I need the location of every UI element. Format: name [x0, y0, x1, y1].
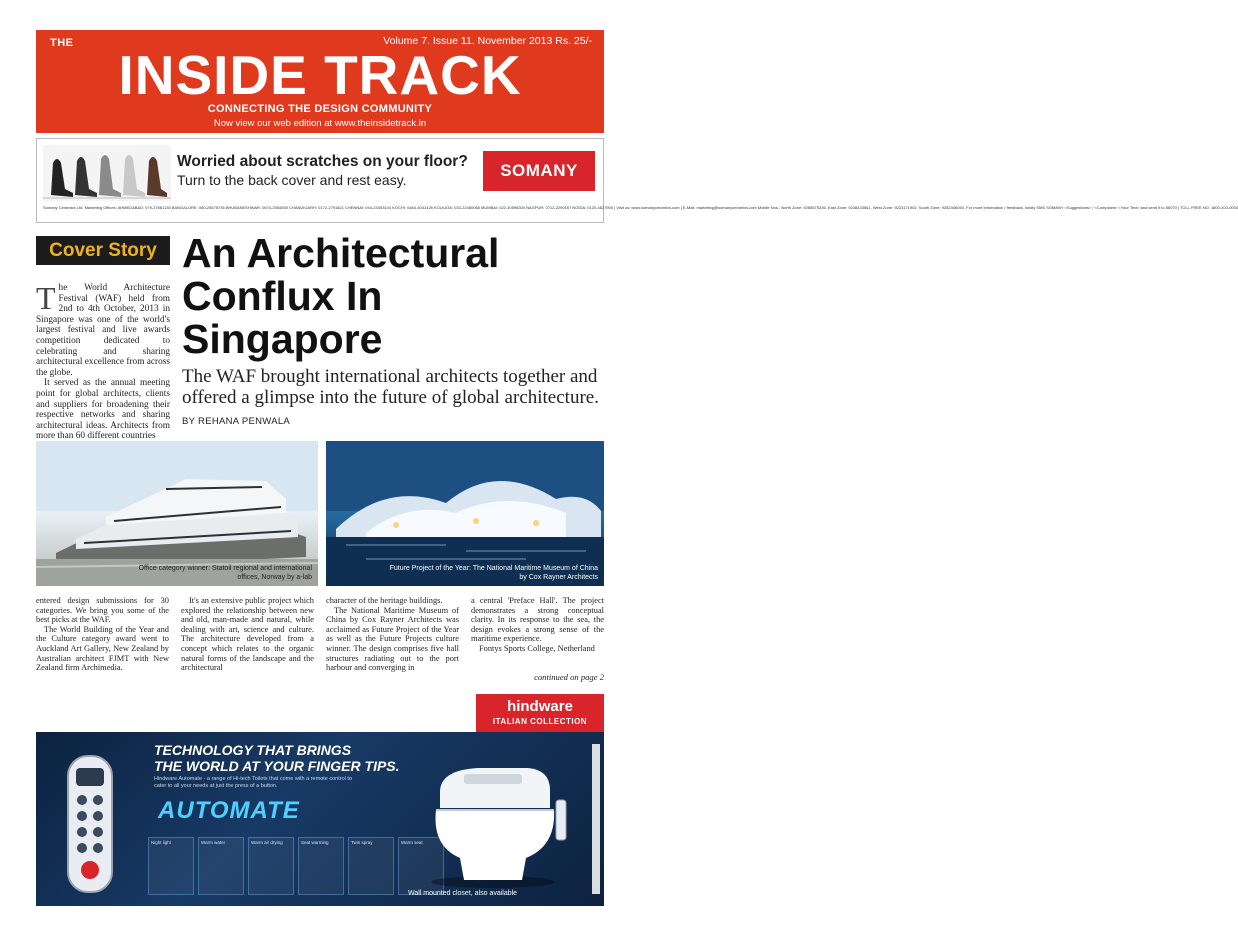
publication-title: INSIDE TRACK: [118, 44, 522, 106]
cover-story-badge: Cover Story: [36, 236, 170, 265]
somany-headline: Worried about scratches on your floor?: [177, 153, 468, 170]
feature-label: Warm seat: [401, 840, 423, 845]
feature-tile: [148, 837, 194, 895]
continued-on-page-link[interactable]: continued on page 2: [534, 672, 604, 682]
body-c3-p1: character of the heritage buildings.: [326, 596, 443, 605]
high-heels-image: [43, 145, 171, 201]
body-c4-p2: Fontys Sports College, Netherland: [479, 643, 595, 653]
intro-paragraph-2: It served as the annual meeting point for global architects, clients and suppliers for broadening their respective networks and sharing architectural ideas. Architects from more than 60 different countries: [36, 378, 170, 442]
headline-line-1: An Architectural: [182, 230, 500, 276]
photo-maritime-museum: [326, 441, 604, 586]
intro-column: [36, 280, 170, 442]
intro-paragraph-1-text: he World Architecture Festival (WAF) held from 2nd to 4th October, 2013 in Singapore was one of the world's largest festival and live awards competition dedicated to celebrating and sharing architectural excellence from across the globe.: [36, 283, 170, 378]
side-strip: [592, 744, 600, 894]
body-c1-p2: The World Building of the Year and the Culture category award went to Auckland Art Gallery, New Zealand by Australian architect FJMT with New Zealand firm Archimedia.: [36, 624, 169, 673]
hindware-description: Hindware Automate - a range of Hi-tech Toilets that come with a remote control to cater to all your needs at just the press of a button.: [154, 776, 352, 789]
hindware-advertisement[interactable]: [36, 694, 604, 906]
deck-text: The WAF brought international architects together and offered a glimpse into the future of global architecture.: [182, 366, 599, 408]
feature-tile: [298, 837, 344, 895]
feature-tiles: [148, 837, 448, 897]
photo-2-caption-line-1: Future Project of the Year: The National Maritime Museum of China: [389, 565, 598, 572]
feature-tile: [348, 837, 394, 895]
somany-subline: Turn to the back cover and rest easy.: [177, 172, 407, 188]
article-headline: [182, 232, 612, 361]
headline-line-3: Singapore: [182, 316, 383, 362]
feature-label: Warm air drying: [251, 840, 283, 845]
intro-paragraph-1: [36, 280, 170, 378]
feature-tile: [198, 837, 244, 895]
byline: BY REHANA PENWALA: [182, 416, 291, 427]
web-edition-link[interactable]: Now view our web edition at www.theinsidetrack.in: [213, 118, 427, 129]
article-deck: [182, 366, 607, 432]
body-column-4: [471, 596, 604, 654]
feature-label: Night light: [151, 840, 172, 845]
feature-label: Seat warming: [301, 840, 329, 845]
somany-advertisement[interactable]: [36, 138, 1238, 223]
hindware-title: [154, 742, 400, 774]
remote-control-image: [50, 752, 130, 897]
body-c2-p1: It's an extensive public project which explored the relationship between new and old, man-made and natural, while dealing with art, science and culture. The architecture developed from a concept which relates to the organic natural forms of the landscape and the architectural: [181, 596, 314, 673]
hindware-brand-name: hindware: [507, 698, 573, 715]
body-column-2: [181, 596, 314, 673]
photo-1-caption: [139, 564, 312, 582]
smart-toilet-image: [418, 750, 568, 890]
feature-label: Warm water: [201, 840, 226, 845]
headline-line-2: Conflux In: [182, 273, 383, 319]
hindware-caption: Wall mounted closet, also available: [408, 890, 518, 897]
body-c1-p1: entered design submissions for 30 categories. We bring you some of the best picks at the WAF.: [36, 596, 169, 625]
feature-label: Twin spray: [351, 840, 373, 845]
hindware-title-line-1: TECHNOLOGY THAT BRINGS: [154, 742, 352, 758]
hindware-logo: [476, 694, 604, 732]
body-column-1: [36, 596, 169, 673]
photo-2-caption: [390, 564, 598, 582]
photo-2-caption-line-2: by Cox Rayner Architects: [519, 574, 598, 581]
tagline: CONNECTING THE DESIGN COMMUNITY: [207, 103, 433, 115]
body-column-3: [326, 596, 459, 673]
drop-cap: T: [36, 280, 56, 316]
feature-tile: [248, 837, 294, 895]
automate-wordmark: AUTOMATE: [158, 797, 300, 824]
hindware-title-line-2: THE WORLD AT YOUR FINGER TIPS.: [154, 758, 400, 774]
body-c3-p2: The National Maritime Museum of China by Cox Rayner Architects was acclaimed as Future Project of the Year as well as the Future Projects culture winner. The design comprises five hall structures radiating out to the port harbour and converging in: [326, 605, 459, 673]
issue-info: Volume 7. Issue 11. November 2013 Rs. 25/-: [383, 35, 592, 47]
photo-1-caption-line-1: Office category winner: Statoil regional and international: [138, 565, 312, 572]
somany-fine-print: Somany Ceramics Ltd. Marketing Offices: AHMEDABAD: 079-27661135 BANGALORE: 080-25675736 BHUBANESHWAR: 0674-2554550 CHANDIGARH: 0172-2791821 CHENNAI: 044-23453104 KOCHI: 0484-4041426 KOLKATA: 033-22480068 MUMBAI: 022-40598300 NAGPUR: 0712-2290167 NOIDA: 0120-4627900 | Visit us: www.somanyceramics.com | E-Mail: marketing@somanyceramics.com Mobile Nos.: North Zone: 9268575336, East Zone: 9238433561, West Zone: 9223171902, South Zone: 9282346050. For more information / feedback, kindly SMS SOMANY <Suggestions> / <Complaint> <Your Text> and send it to 56070 | TOLL FREE NO. 1800-103-0004: [43, 205, 1238, 210]
somany-logo: SOMANY: [483, 151, 595, 191]
masthead: [36, 30, 604, 133]
photo-1-caption-line-2: offices, Norway by a-lab: [237, 574, 312, 581]
body-c4-p1: a central 'Preface Hall'. The project demonstrates a strong conceptual clarity. In its response to the sea, the design evokes a strong sense of the maritime experience.: [471, 596, 604, 644]
photo-statoil-offices: [36, 441, 318, 586]
masthead-the: THE: [50, 37, 74, 49]
hindware-collection: ITALIAN COLLECTION: [492, 717, 588, 726]
